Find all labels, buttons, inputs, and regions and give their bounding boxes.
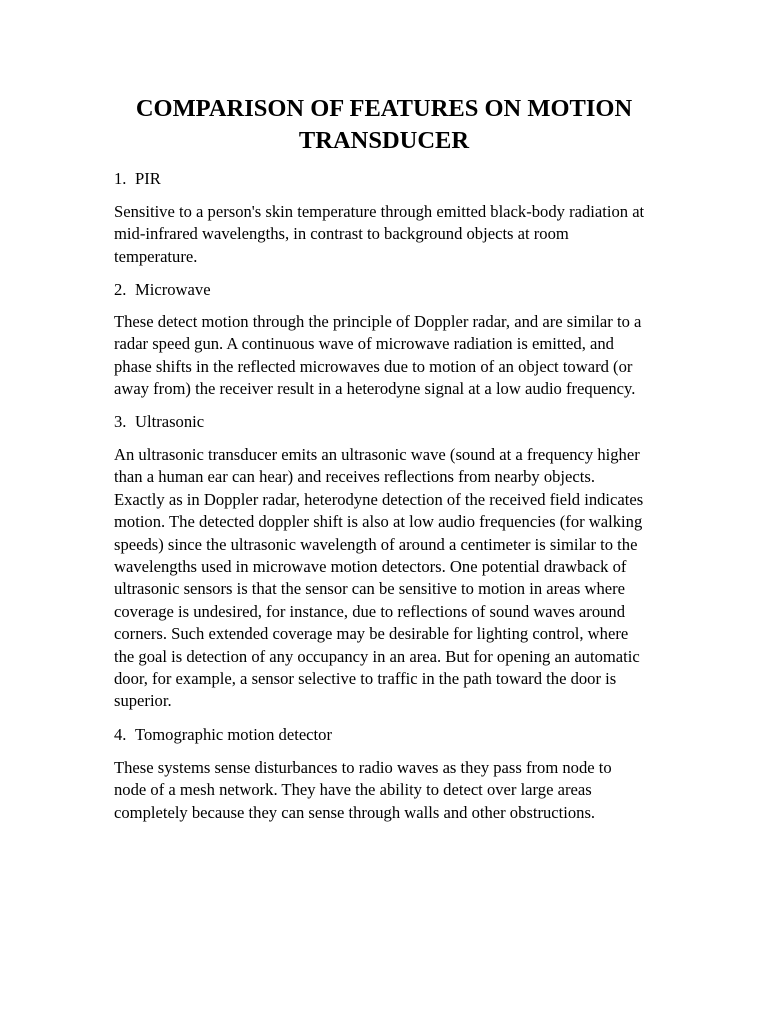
paragraph-line: These detect motion through the principle of Doppler radar, and are similar to a xyxy=(114,312,642,331)
section-number: 2. xyxy=(114,280,127,299)
section-heading-microwave xyxy=(114,279,211,301)
document-title xyxy=(113,93,655,157)
paragraph-line: An ultrasonic transducer emits an ultrasonic wave (sound at a frequency higher xyxy=(114,445,640,464)
paragraph-line: than a human ear can hear) and receives reflections from nearby objects. xyxy=(114,467,595,487)
section-paragraph-microwave xyxy=(114,311,684,401)
section-paragraph-pir xyxy=(114,201,684,268)
section-heading-text: Tomographic motion detector xyxy=(135,725,332,744)
title-line: COMPARISON OF FEATURES ON MOTION xyxy=(135,95,633,122)
section-heading-text: Microwave xyxy=(135,280,211,299)
paragraph-line: completely because they can sense through walls and other obstructions. xyxy=(114,802,596,822)
paragraph-line: Sensitive to a person's skin temperature through emitted black-body radiation at xyxy=(114,202,645,221)
paragraph-line: speeds) since the ultrasonic wavelength of around a centimeter is similar to the xyxy=(114,534,638,554)
paragraph-line: coverage is undesired, for instance, due to reflections of sound waves around xyxy=(114,601,626,621)
section-heading-pir xyxy=(114,168,161,190)
paragraph-line: door, for example, a sensor selective to traffic in the path toward the door is xyxy=(114,669,617,689)
paragraph-line: node of a mesh network. They have the ability to detect over large areas xyxy=(114,780,592,800)
paragraph-line: the goal is detection of any occupancy in an area. But for opening an automatic xyxy=(114,646,640,666)
paragraph-line: wavelengths used in microwave motion detectors. One potential drawback of xyxy=(114,557,627,577)
section-heading-ultrasonic xyxy=(114,411,204,433)
paragraph-line: mid-infrared wavelengths, in contrast to background objects at room xyxy=(114,224,569,244)
section-number: 3. xyxy=(114,412,127,431)
paragraph-line: phase shifts in the reflected microwaves due to motion of an object toward (or xyxy=(114,356,633,376)
paragraph-line: Exactly as in Doppler radar, heterodyne detection of the received field indicates xyxy=(114,489,644,509)
section-paragraph-ultrasonic xyxy=(114,444,684,713)
title-line: TRANSDUCER xyxy=(298,127,470,154)
paragraph-line: temperature. xyxy=(114,246,198,266)
paragraph-line: superior. xyxy=(114,691,172,711)
paragraph-line: These systems sense disturbances to radio waves as they pass from node to xyxy=(114,758,612,777)
section-number: 4. xyxy=(114,725,127,744)
section-heading-text: PIR xyxy=(135,169,161,188)
section-heading-text: Ultrasonic xyxy=(135,412,205,431)
section-heading-tomographic xyxy=(114,724,332,746)
paragraph-line: motion. The detected doppler shift is also at low audio frequencies (for walking xyxy=(114,512,643,532)
paragraph-line: ultrasonic sensors is that the sensor can be sensitive to motion in areas where xyxy=(114,579,626,599)
section-paragraph-tomographic xyxy=(114,757,684,824)
paragraph-line: corners. Such extended coverage may be desirable for lighting control, where xyxy=(114,624,629,644)
paragraph-line: away from) the receiver result in a heterodyne signal at a low audio frequency. xyxy=(114,379,636,399)
section-number: 1. xyxy=(114,169,127,188)
paragraph-line: radar speed gun. A continuous wave of microwave radiation is emitted, and xyxy=(114,334,614,354)
